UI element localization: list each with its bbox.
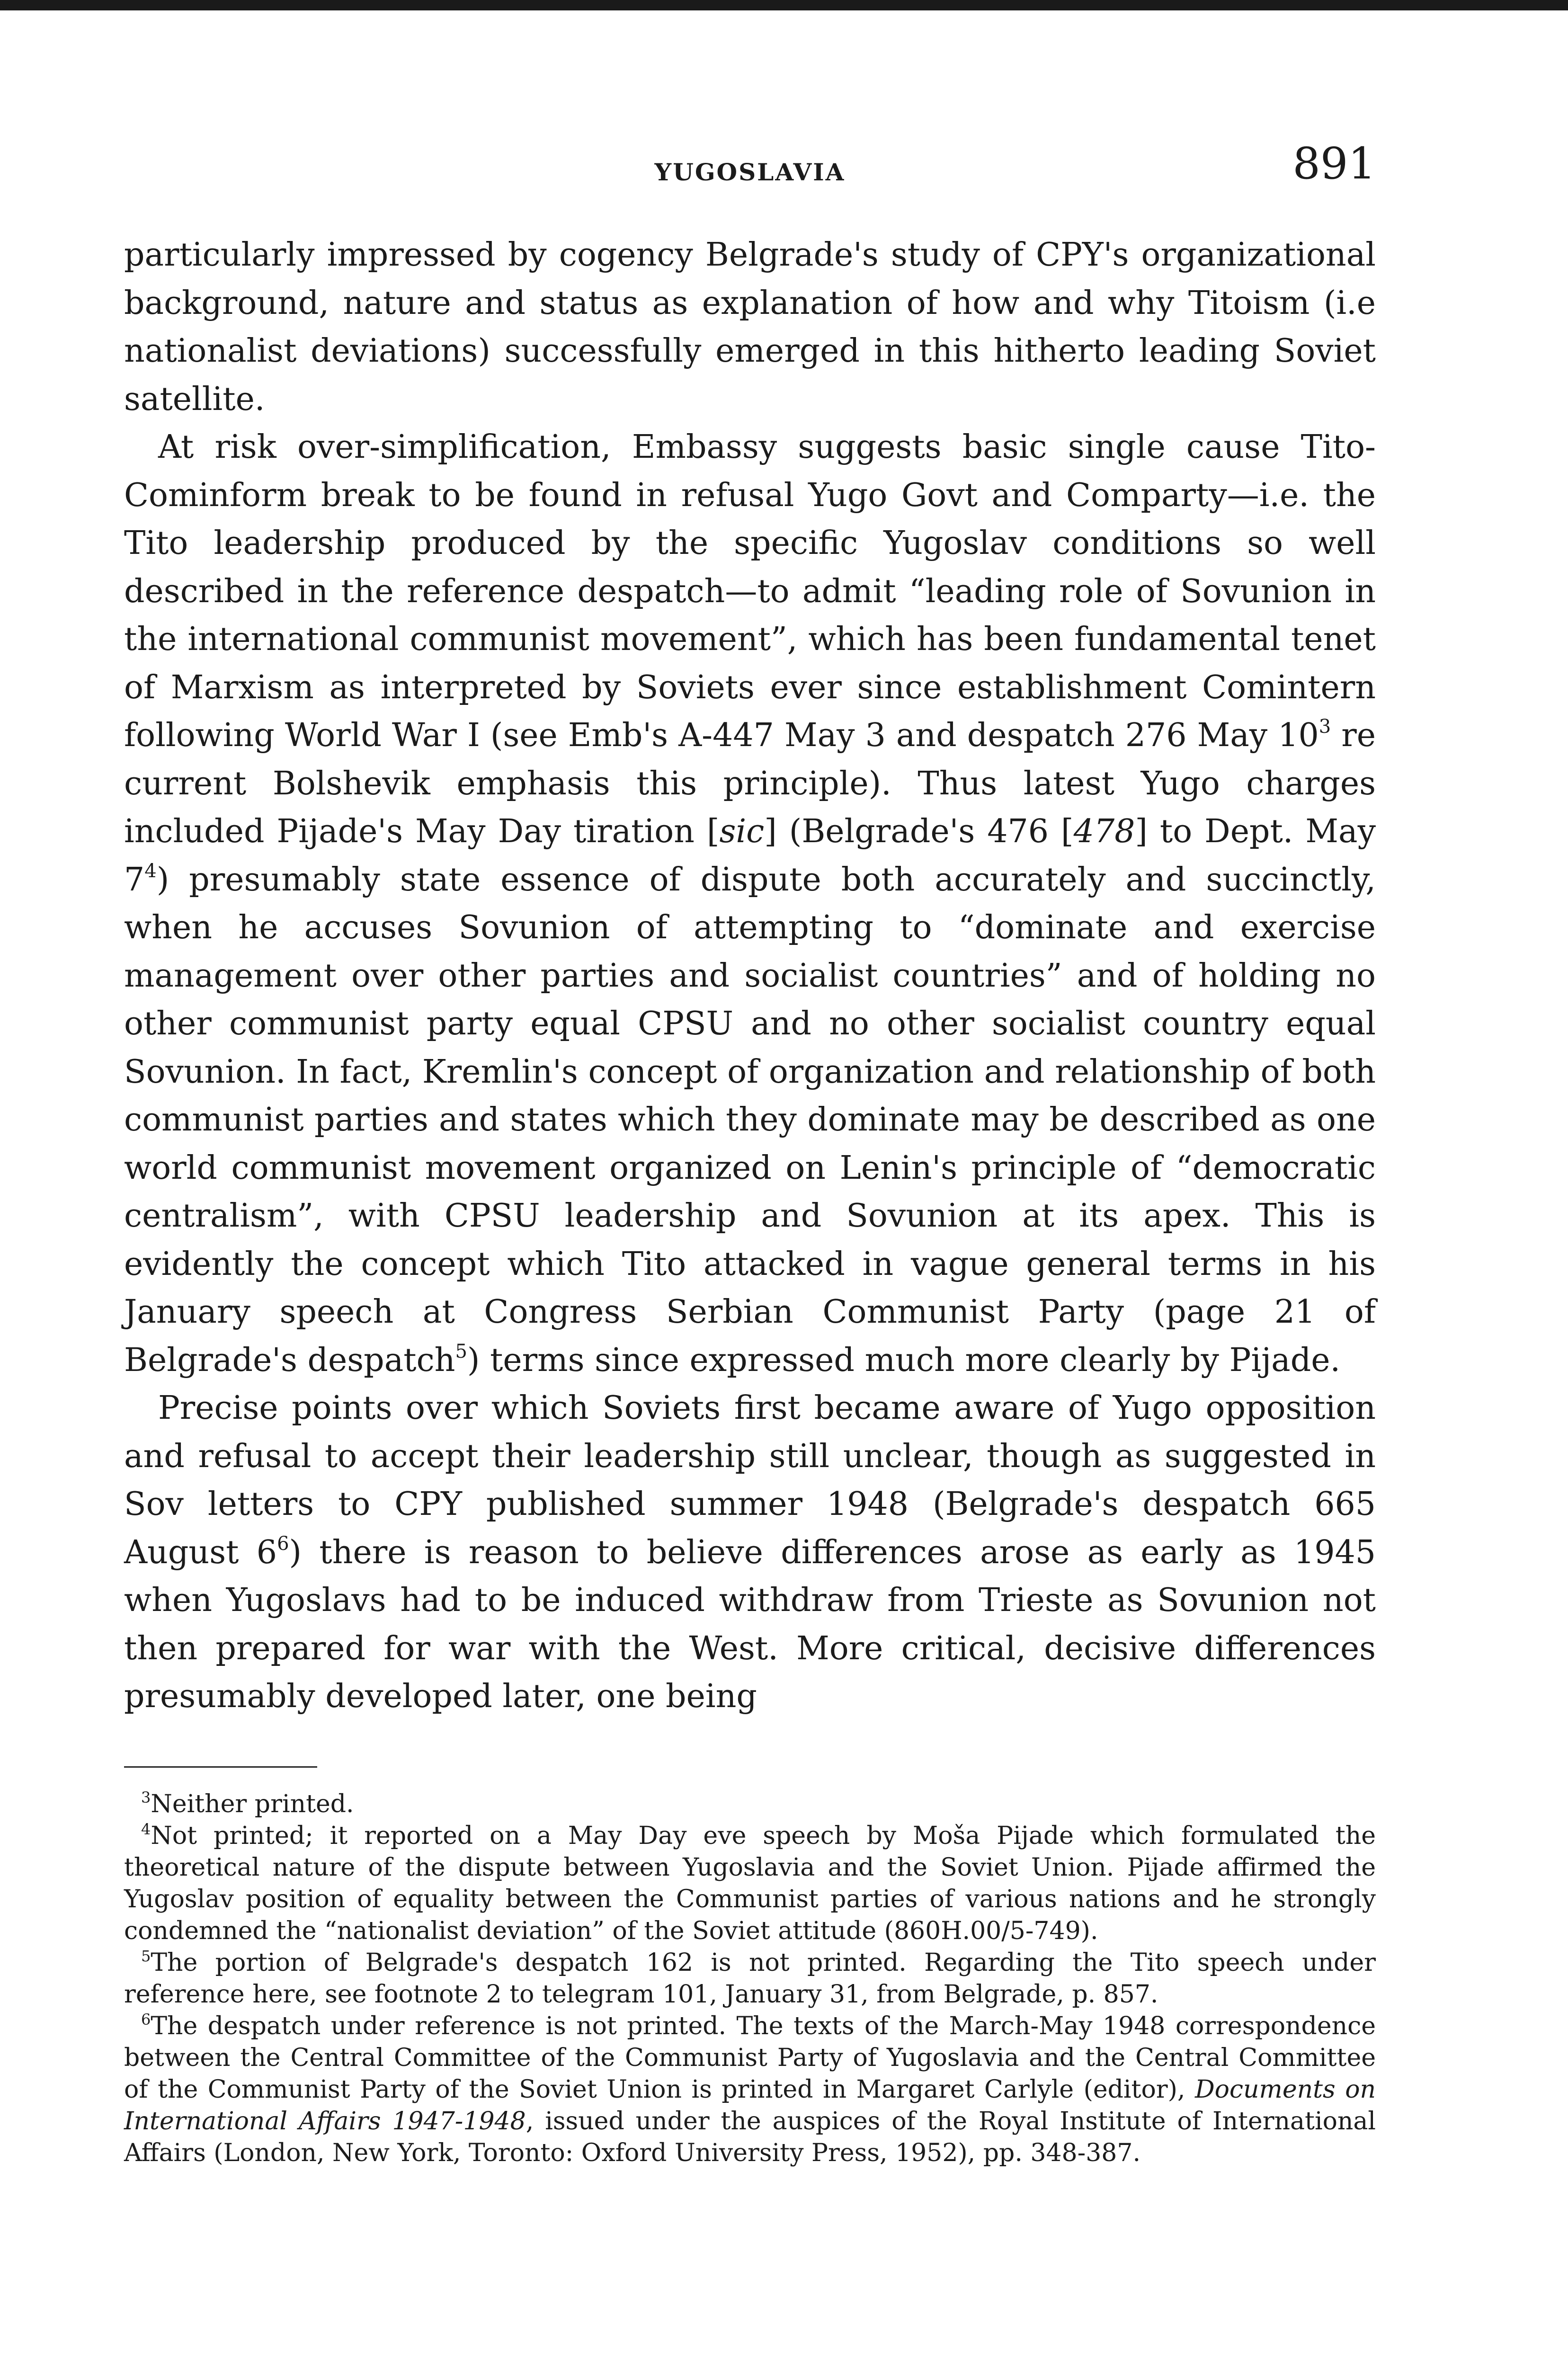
footnote-number: 3	[141, 1788, 151, 1806]
footnote-text-a: The despatch under reference is not printed. The texts of the March-May 1948 correspondence between the Central Committee of the Communist Party of Yugoslavia and the Central Committee of the Communist Party of the Soviet Union is printed in Margaret Carlyle (editor),	[124, 2011, 1376, 2104]
paragraph-2-text-b: re current Bolshevik emphasis this principle). Thus latest Yugo charges included Pijade's May Day tiration [	[124, 717, 1376, 850]
footnote-4	[124, 1820, 1376, 1947]
footnote-text: The portion of Belgrade's despatch 162 is not printed. Regarding the Tito speech under reference here, see footnote 2 to telegram 101, January 31, from Belgrade, p. 857.	[124, 1948, 1376, 2009]
publication-title: Documents on International Affairs 1947-1948	[124, 2075, 1376, 2136]
footnote-text-b: , issued under the auspices of the Royal Institute of International Affairs (London, New York, Toronto: Oxford University Press, 1952), pp. 348-387.	[124, 2107, 1376, 2167]
footnote-ref-4: 4	[144, 860, 157, 882]
footnote-number: 5	[141, 1947, 151, 1965]
sic-note: sic	[719, 813, 765, 850]
footnote-5	[124, 1947, 1376, 2011]
paragraph-3-text-b: ) there is reason to believe differences arose as early as 1945 when Yugoslavs had to be induced withdraw from Trieste as Sovunion not then prepared for war with the West. More critical, decisive differences presumably developed later, one being	[124, 1533, 1376, 1715]
footnote-ref-6: 6	[277, 1532, 289, 1555]
footnote-text: Neither printed.	[151, 1789, 354, 1818]
top-border-rule	[0, 0, 1568, 10]
footnote-number: 4	[141, 1820, 151, 1838]
footnotes	[124, 1789, 1376, 2169]
page-header	[124, 138, 1376, 204]
document-page	[124, 138, 1376, 2169]
body-text	[124, 231, 1376, 1721]
footnote-number: 6	[141, 2010, 151, 2029]
paragraph-2	[124, 423, 1376, 1384]
paragraph-2-text-c: ] (Belgrade's 476 [	[764, 813, 1074, 850]
page-number: 891	[1292, 138, 1376, 189]
paragraph-1: particularly impressed by cogency Belgrade's study of CPY's organizational background, nature and status as explanation of how and why Titoism (i.e nationalist deviations) successfully emerged in this hitherto leading Soviet satellite.	[124, 236, 1376, 418]
footnote-divider	[124, 1766, 317, 1768]
paragraph-2-text-d: ] to Dept. May 7	[124, 813, 1376, 899]
paragraph-2-text-e: ) presumably state essence of dispute both accurately and succinctly, when he accuses Sovunion of attempting to “dominate and exercise management over other parties and socialist countries” and of holding no other communist party equal CPSU and no other socialist country equal Sovunion. In fact, Kremlin's concept of organization and relationship of both communist parties and states which they dominate may be described as one world communist movement organized on Lenin's principle of “democratic centralism”, with CPSU leadership and Sovunion at its apex. This is evidently the concept which Tito attacked in vague general terms in his January speech at Congress Serbian Communist Party (page 21 of Belgrade's despatch	[124, 861, 1376, 1379]
footnote-ref-3: 3	[1319, 716, 1331, 738]
footnote-text: Not printed; it reported on a May Day eve speech by Moša Pijade which formulated the theoretical nature of the dispute between Yugoslavia and the Soviet Union. Pijade affirmed the Yugoslav position of equality between the Communist parties of various nations and he strongly condemned the “nationalist deviation” of the Soviet attitude (860H.00/5-749).	[124, 1821, 1376, 1945]
running-head: YUGOSLAVIA	[654, 158, 846, 186]
paragraph-3-text-a: Precise points over which Soviets first became aware of Yugo opposition and refusal to accept their leadership still unclear, though as suggested in Sov letters to CPY published summer 1948 (Belgrade's despatch 665 August 6	[124, 1389, 1376, 1571]
paragraph-3	[124, 1384, 1376, 1721]
footnote-3	[124, 1789, 1376, 1820]
footnote-ref-5: 5	[455, 1340, 467, 1362]
corrected-number: 478	[1073, 813, 1135, 850]
footnote-6	[124, 2011, 1376, 2169]
paragraph-2-text-a: At risk over-simplification, Embassy suggests basic single cause Tito-Cominform break to be found in refusal Yugo Govt and Comparty—i.e. the Tito leadership produced by the specific Yugoslav conditions so well described in the reference despatch—to admit “leading role of Sovunion in the international communist movement”, which has been fundamental tenet of Marxism as interpreted by Soviets ever since establishment Comintern following World War I (see Emb's A-447 May 3 and despatch 276 May 10	[124, 428, 1376, 754]
paragraph-2-text-f: ) terms since expressed much more clearly by Pijade.	[467, 1341, 1341, 1379]
